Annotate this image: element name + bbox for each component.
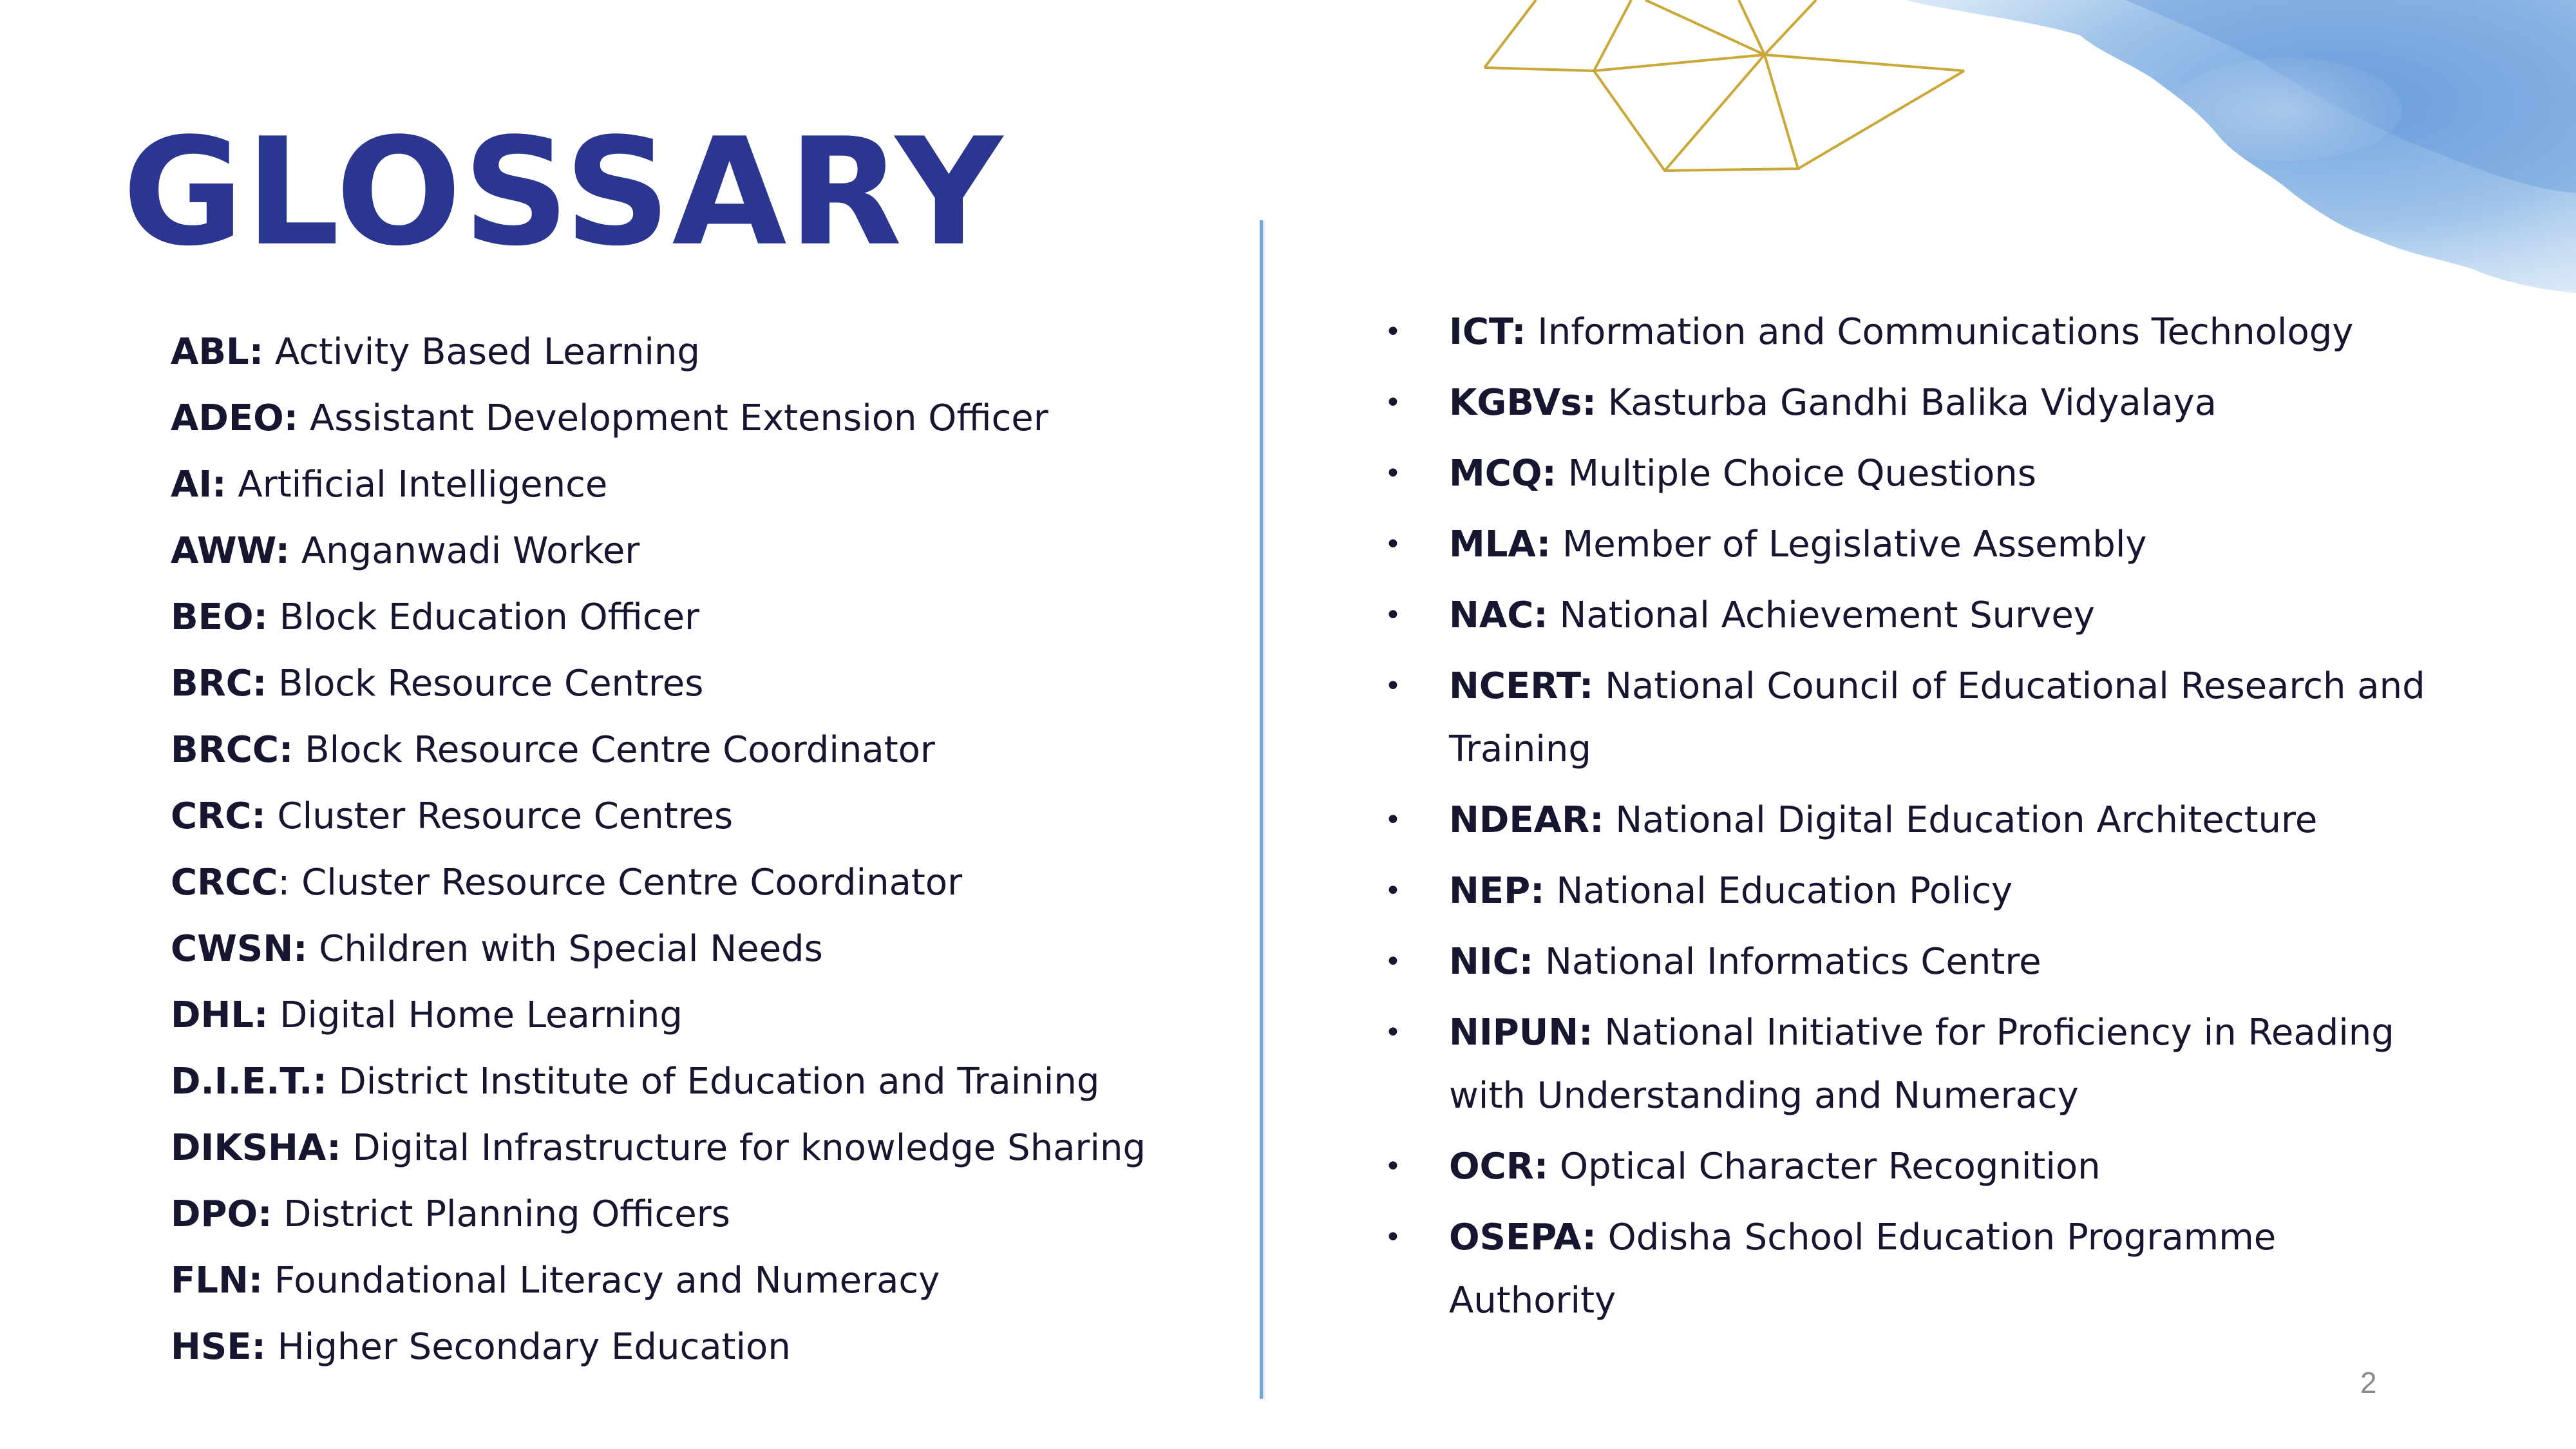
glossary-definition: National Digital Education Architecture [1604, 799, 2318, 841]
glossary-item [171, 451, 1146, 518]
page-number: 2 [2360, 1366, 2377, 1399]
glossary-term: DPO: [171, 1193, 272, 1235]
bullet-icon: • [1385, 1016, 1401, 1049]
glossary-item [1385, 442, 2428, 506]
glossary-list-right [1385, 301, 2428, 1340]
glossary-term: BEO: [171, 596, 268, 638]
bullet-icon: • [1385, 1150, 1401, 1183]
glossary-definition: Block Education Officer [267, 596, 700, 638]
watercolor-splash [1906, 0, 2576, 293]
glossary-definition: Children with Special Needs [307, 928, 823, 970]
glossary-definition: Activity Based Learning [263, 331, 700, 373]
glossary-definition: Assistant Development Extension Officer [298, 397, 1048, 439]
glossary-definition: : Cluster Resource Centre Coordinator [278, 862, 963, 904]
glossary-item [171, 1181, 1146, 1247]
glossary-definition: Block Resource Centre Coordinator [293, 729, 935, 771]
glossary-term: KGBVs: [1449, 382, 1596, 424]
glossary-term: HSE: [171, 1326, 266, 1368]
glossary-item [171, 1115, 1146, 1181]
glossary-term: ICT: [1449, 311, 1526, 353]
glossary-term: OSEPA: [1449, 1217, 1596, 1258]
glossary-item [1385, 584, 2428, 647]
glossary-term: CRC: [171, 795, 266, 837]
glossary-definition: Block Resource Centres [267, 663, 704, 705]
glossary-term: AWW: [171, 530, 290, 572]
glossary-term: NDEAR: [1449, 799, 1604, 841]
glossary-item [171, 385, 1146, 451]
bullet-icon: • [1385, 386, 1401, 419]
glossary-definition: Anganwadi Worker [290, 530, 640, 572]
glossary-definition: Kasturba Gandhi Balika Vidyalaya [1596, 382, 2217, 424]
glossary-term: BRC: [171, 663, 267, 705]
bullet-icon: • [1385, 804, 1401, 837]
bullet-icon: • [1385, 875, 1401, 907]
glossary-item [1385, 301, 2428, 364]
glossary-list-left [171, 319, 1146, 1380]
glossary-item [171, 518, 1146, 584]
glossary-term: MCQ: [1449, 453, 1557, 495]
glossary-term: CRCC [171, 862, 278, 904]
page-title: GLOSSARY [122, 107, 1004, 279]
bullet-icon: • [1385, 599, 1401, 632]
glossary-definition: National Achievement Survey [1548, 594, 2095, 636]
gold-geometric-lines [1484, 0, 1964, 171]
glossary-item [171, 916, 1146, 982]
glossary-term: DIKSHA: [171, 1127, 341, 1169]
glossary-item [171, 717, 1146, 783]
glossary-item [1385, 1206, 2428, 1332]
glossary-term: NAC: [1449, 594, 1548, 636]
glossary-item [1385, 860, 2428, 923]
glossary-definition: Digital Home Learning [268, 994, 683, 1036]
glossary-term: OCR: [1449, 1146, 1549, 1188]
glossary-definition: Cluster Resource Centres [265, 795, 734, 837]
glossary-item [171, 982, 1146, 1048]
glossary-term: D.I.E.T.: [171, 1061, 327, 1103]
glossary-definition: National Informatics Centre [1533, 941, 2041, 983]
glossary-term: NEP: [1449, 870, 1545, 912]
glossary-item [1385, 1001, 2428, 1128]
bullet-icon: • [1385, 528, 1401, 561]
glossary-definition: District Planning Officers [272, 1193, 730, 1235]
glossary-item [1385, 655, 2428, 781]
glossary-item [1385, 931, 2428, 994]
bullet-icon: • [1385, 1221, 1401, 1254]
glossary-definition: National Initiative for Proficiency in Reading with Understanding and Numeracy [1449, 1012, 2394, 1117]
bullet-icon: • [1385, 457, 1401, 490]
bullet-icon: • [1385, 670, 1401, 703]
bullet-icon: • [1385, 316, 1401, 348]
glossary-term: BRCC: [171, 729, 294, 771]
bullet-icon: • [1385, 945, 1401, 978]
glossary-term: NIC: [1449, 941, 1534, 983]
glossary-item [1385, 513, 2428, 576]
glossary-item [171, 650, 1146, 717]
glossary-item [171, 1247, 1146, 1314]
glossary-item [171, 584, 1146, 650]
glossary-item [1385, 1135, 2428, 1198]
glossary-term: ABL: [171, 331, 264, 373]
glossary-definition: District Institute of Education and Training [327, 1061, 1100, 1103]
glossary-term: NIPUN: [1449, 1012, 1593, 1054]
glossary-term: ADEO: [171, 397, 299, 439]
glossary-term: CWSN: [171, 928, 308, 970]
glossary-item [171, 849, 1146, 916]
glossary-definition: Digital Infrastructure for knowledge Sharing [341, 1127, 1146, 1169]
glossary-definition: Multiple Choice Questions [1556, 453, 2036, 495]
glossary-definition: Odisha School Education Programme Authority [1449, 1217, 2277, 1321]
glossary-definition: Higher Secondary Education [265, 1326, 791, 1368]
glossary-term: FLN: [171, 1260, 263, 1302]
glossary-term: AI: [171, 464, 227, 506]
glossary-definition: Optical Character Recognition [1548, 1146, 2101, 1188]
glossary-item [1385, 372, 2428, 435]
glossary-item [171, 319, 1146, 385]
glossary-item [171, 1048, 1146, 1115]
glossary-definition: Information and Communications Technology [1526, 311, 2354, 353]
glossary-item [171, 1314, 1146, 1380]
glossary-definition: National Council of Educational Research and Training [1449, 665, 2425, 770]
glossary-term: MLA: [1449, 524, 1551, 565]
glossary-item [1385, 789, 2428, 852]
glossary-item [171, 783, 1146, 849]
glossary-definition: Member of Legislative Assembly [1551, 524, 2147, 565]
glossary-definition: Artificial Intelligence [226, 464, 608, 506]
column-divider [1260, 220, 1263, 1399]
glossary-definition: Foundational Literacy and Numeracy [263, 1260, 940, 1302]
glossary-term: DHL: [171, 994, 269, 1036]
glossary-term: NCERT: [1449, 665, 1594, 707]
glossary-definition: National Education Policy [1544, 870, 2013, 912]
